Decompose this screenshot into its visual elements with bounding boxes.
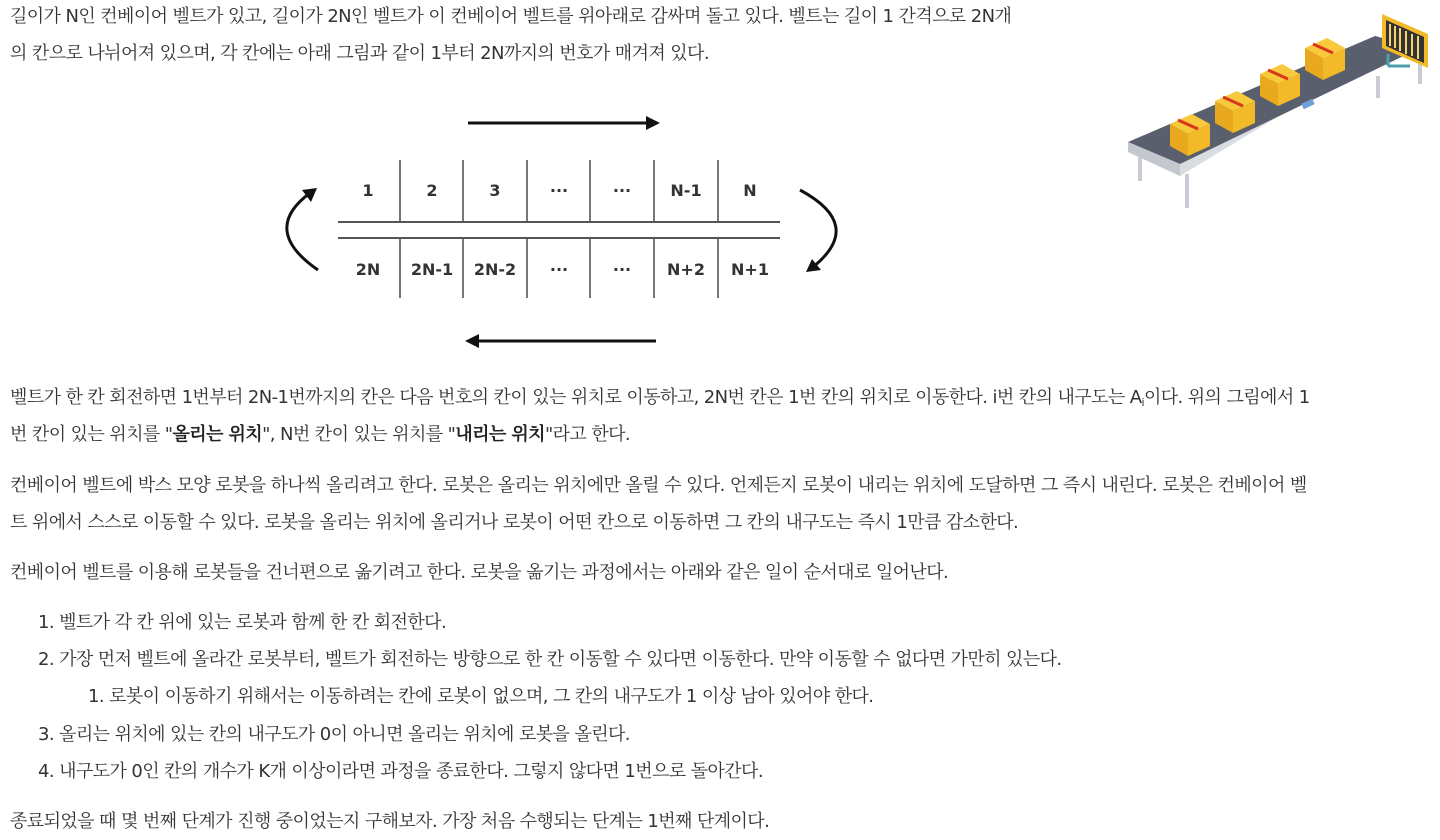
top-cell-label: N: [743, 181, 757, 200]
bottom-cell-label: ···: [612, 260, 632, 279]
bottom-cell-label: N+1: [731, 260, 769, 279]
step-2-substep-1: 1. 로봇이 이동하기 위해서는 이동하려는 칸에 로봇이 없으며, 그 칸의 내구도가 1 이상 남아 있어야 한다.: [88, 686, 874, 707]
left-curved-arrow-icon: [287, 188, 318, 270]
load-position-term: 올리는 위치: [172, 424, 263, 445]
top-cell-label: ···: [549, 181, 569, 200]
subscript-i: i: [1141, 396, 1144, 409]
top-cell-label: N-1: [670, 181, 702, 200]
conveyor-illustration: [1120, 6, 1435, 216]
barcode-scanner-icon: [1382, 14, 1428, 68]
top-cell-label: 3: [489, 181, 501, 200]
rotation-line-2: 번 칸이 있는 위치를 "올리는 위치", N번 칸이 있는 위치를 "내리는 위치"라고 한다.: [10, 424, 631, 445]
top-direction-arrow-icon: [468, 116, 660, 130]
robot-line-2: 트 위에서 스스로 이동할 수 있다. 로봇을 올리는 위치에 올리거나 로봇이 어떤 칸으로 이동하면 그 칸의 내구도는 즉시 1만큼 감소한다.: [10, 512, 1019, 533]
bottom-direction-arrow-icon: [465, 334, 656, 348]
rotation-line-1: 벨트가 한 칸 회전하면 1번부터 2N-1번까지의 칸은 다음 번호의 칸이 있는 위치로 이동하고, 2N번 칸은 1번 칸의 위치로 이동한다. i번 칸의 내구도는 $A_i$이다. 위의 그림에서 1: [10, 387, 1310, 409]
step-4: 4. 내구도가 0인 칸의 개수가 K개 이상이라면 과정을 종료한다. 그렇지 않다면 1번으로 돌아간다.: [38, 761, 763, 782]
top-cell-label: 1: [362, 181, 374, 200]
bottom-cell-label: 2N-1: [410, 260, 454, 279]
intro-line-1: 길이가 N인 컨베이어 벨트가 있고, 길이가 2N인 벨트가 이 컨베이어 벨트를 위아래로 감싸며 돌고 있다. 벨트는 길이 1 간격으로 2N개: [10, 6, 1012, 27]
top-cell-label: ···: [612, 181, 632, 200]
process-intro: 컨베이어 벨트를 이용해 로봇들을 건너편으로 옮기려고 한다. 로봇을 옮기는 과정에서는 아래와 같은 일이 순서대로 일어난다.: [10, 562, 949, 583]
unload-position-term: 내리는 위치: [455, 424, 545, 445]
step-1: 1. 벨트가 각 칸 위에 있는 로봇과 함께 한 칸 회전한다.: [38, 612, 447, 633]
bottom-cell-label: 2N: [355, 260, 381, 279]
belt-diagram: [270, 105, 850, 355]
right-curved-arrow-icon: [800, 190, 836, 272]
step-3: 3. 올리는 위치에 있는 칸의 내구도가 0이 아니면 올리는 위치에 로봇을 올린다.: [38, 724, 630, 745]
conclusion: 종료되었을 때 몇 번째 단계가 진행 중이었는지 구해보자. 가장 처음 수행되는 단계는 1번째 단계이다.: [10, 811, 770, 832]
bottom-cell-label: 2N-2: [473, 260, 517, 279]
bottom-cell-label: ···: [549, 260, 569, 279]
bottom-cell-label: N+2: [667, 260, 705, 279]
robot-line-1: 컨베이어 벨트에 박스 모양 로봇을 하나씩 올리려고 한다. 로봇은 올리는 위치에만 올릴 수 있다. 언제든지 로봇이 내리는 위치에 도달하면 그 즉시 내린다. 로봇은 컨베이어 벨: [10, 475, 1307, 496]
intro-line-2: 의 칸으로 나뉘어져 있으며, 각 칸에는 아래 그림과 같이 1부터 2N까지의 번호가 매겨져 있다.: [10, 43, 709, 64]
top-cell-label: 2: [426, 181, 438, 200]
step-2: 2. 가장 먼저 벨트에 올라간 로봇부터, 벨트가 회전하는 방향으로 한 칸 이동할 수 있다면 이동한다. 만약 이동할 수 없다면 가만히 있는다.: [38, 649, 1062, 670]
